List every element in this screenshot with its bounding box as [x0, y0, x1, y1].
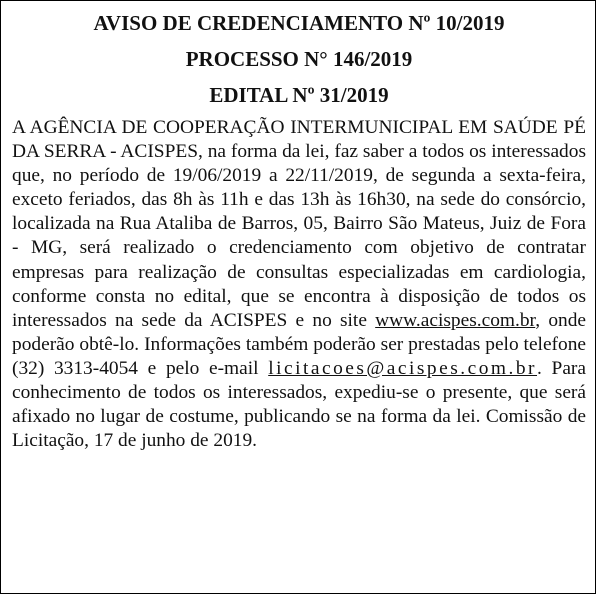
- body-text-part3: . Para conhecimento de todos os interessados, expediu-se o presente, que será afixado no lugar de costume, publicando se na forma da lei. Comissão de Licitação, 17 de junho de 2019.: [12, 357, 586, 452]
- notice-content: [12, 7, 586, 453]
- process-number: PROCESSO N° 146/2019: [185, 47, 413, 71]
- email-link[interactable]: licitacoes@acispes.com.br: [268, 357, 538, 379]
- body-text-part2: , onde poderão obtê-lo. Informações também poderão ser prestadas pelo telefone (32) 3313-4054 e pelo e-mail: [12, 309, 587, 379]
- website-link[interactable]: www.acispes.com.br: [375, 309, 536, 331]
- notice-title: AVISO DE CREDENCIAMENTO Nº 10/2019: [93, 11, 505, 35]
- notice-body: [12, 116, 586, 453]
- edital-number: EDITAL Nº 31/2019: [209, 83, 389, 107]
- body-text-part1: A AGÊNCIA DE COOPERAÇÃO INTERMUNICIPAL EM SAÚDE PÉ DA SERRA - ACISPES, na forma da lei, faz saber a todos os interessados que, no período de 19/06/2019 a 22/11/2019, de segunda a sexta-feira, exceto feriados, das 8h às 11h e das 13h às 16h30, na sede do consórcio, localizada na Rua Ataliba de Barros, 05, Bairro São Mateus, Juiz de Fora - MG, será realizado o credenciamento com objetivo de contratar empresas para realização de consultas especializadas em cardiologia, conforme consta no edital, que se encontra à disposição de todos os interessados na sede da ACISPES e no site: [12, 117, 586, 331]
